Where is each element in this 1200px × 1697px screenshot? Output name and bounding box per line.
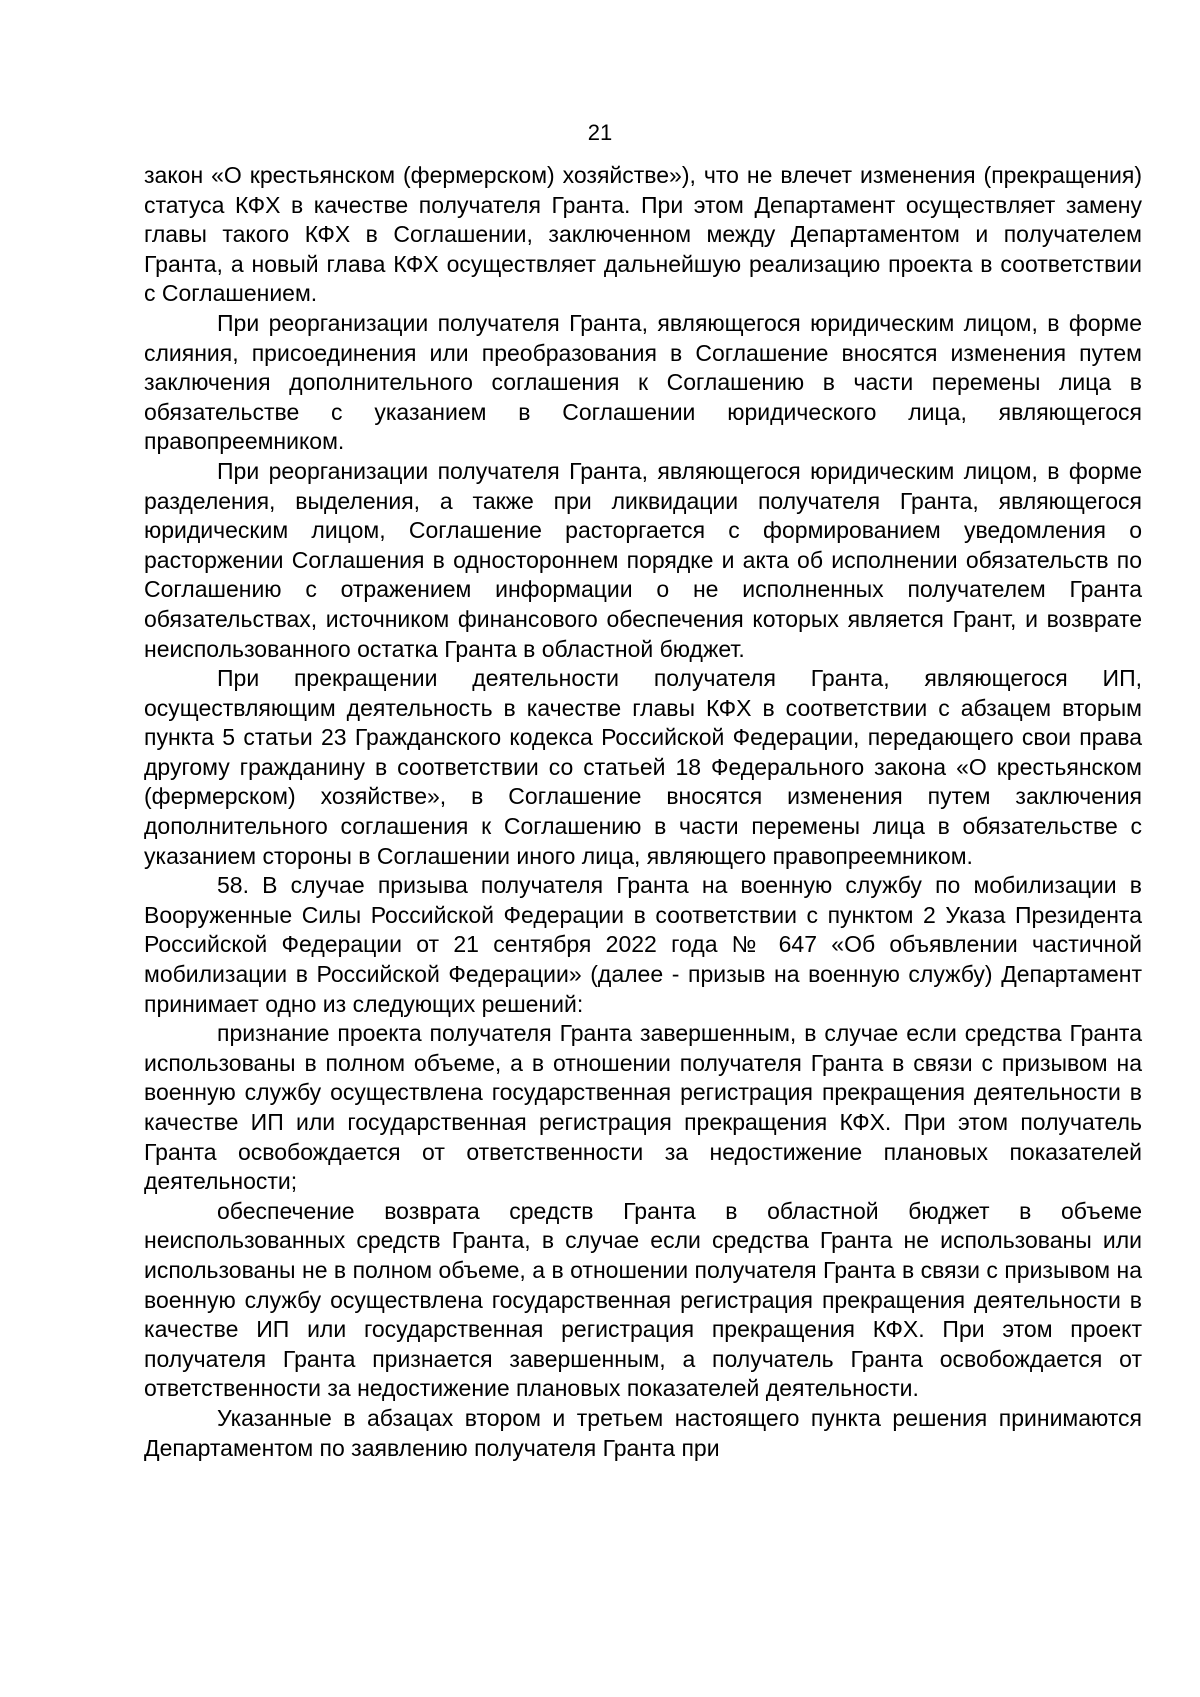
paragraph-reorganization-division: При реорганизации получателя Гранта, являющегося юридическим лицом, в форме разделения, выделения, а также при ликвидации получателя Гранта, являющегося юридическим лицом, Соглашение расторгается с формированием уведомления о расторжении Соглашения в одностороннем порядке и акта об исполнении обязательств по Соглашению с отражением информации о не исполненных получателем Гранта обязательствах, источником финансового обеспечения которых является Грант, и возврате неиспользованного остатка Гранта в областной бюджет. [144, 457, 1142, 662]
paragraph-reorganization-merger: При реорганизации получателя Гранта, являющегося юридическим лицом, в форме слияния, присоединения или преобразования в Соглашение вносятся изменения путем заключения дополнительного соглашения к Соглашению в части перемены лица в обязательстве с указанием в Соглашении юридического лица, являющегося правопреемником. [144, 309, 1142, 455]
paragraph-decision-completed: признание проекта получателя Гранта завершенным, в случае если средства Гранта использованы в полном объеме, а в отношении получателя Гранта в связи с призывом на военную службу осуществлена государственная регистрация прекращения деятельности в качестве ИП или государственная регистрация прекращения КФХ. При этом получатель Гранта освобождается от ответственности за недостижение плановых показателей деятельности; [144, 1020, 1142, 1195]
paragraph-ip-termination: При прекращении деятельности получателя Гранта, являющегося ИП, осуществляющим деятельность в качестве главы КФХ в соответствии с абзацем вторым пункта 5 статьи 23 Гражданского кодекса Российской Федерации, передающего свои права другому гражданину в соответствии со статьей 18 Федерального закона «О крестьянском (фермерском) хозяйстве», в Соглашение вносятся изменения путем заключения дополнительного соглашения к Соглашению в части перемены лица в обязательстве с указанием стороны в Соглашении иного лица, являющего правопреемником. [144, 665, 1142, 869]
paragraph-clause-58: 58. В случае призыва получателя Гранта на военную службу по мобилизации в Вооруженные Силы Российской Федерации в соответствии с пунктом 2 Указа Президента Российской Федерации от 21 сентября 2022 года № 647 «Об объявлении частичной мобилизации в Российской Федерации» (далее - призыв на военную службу) Департамент принимает одно из следующих решений: [144, 872, 1142, 1017]
document-body [144, 161, 1142, 1463]
paragraph-decisions-procedure: Указанные в абзацах втором и третьем настоящего пункта решения принимаются Департаментом по заявлению получателя Гранта при [144, 1404, 1142, 1461]
page-number: 21 [587, 120, 613, 145]
paragraph-continuation: закон «О крестьянском (фермерском) хозяйстве»), что не влечет изменения (прекращения) статуса КФХ в качестве получателя Гранта. При этом Департамент осуществляет замену главы такого КФХ в Соглашении, заключенном между Департаментом и получателем Гранта, а новый глава КФХ осуществляет дальнейшую реализацию проекта в соответствии с Соглашением. [144, 162, 1142, 307]
paragraph-decision-refund: обеспечение возврата средств Гранта в областной бюджет в объеме неиспользованных средств Гранта, в случае если средства Гранта не использованы или использованы не в полном объеме, а в отношении получателя Гранта в связи с призывом на военную службу осуществлена государственная регистрация прекращения деятельности в качестве ИП или государственная регистрация прекращения КФХ. При этом проект получателя Гранта признается завершенным, а получатель Гранта освобождается от ответственности за недостижение плановых показателей деятельности. [144, 1197, 1142, 1402]
